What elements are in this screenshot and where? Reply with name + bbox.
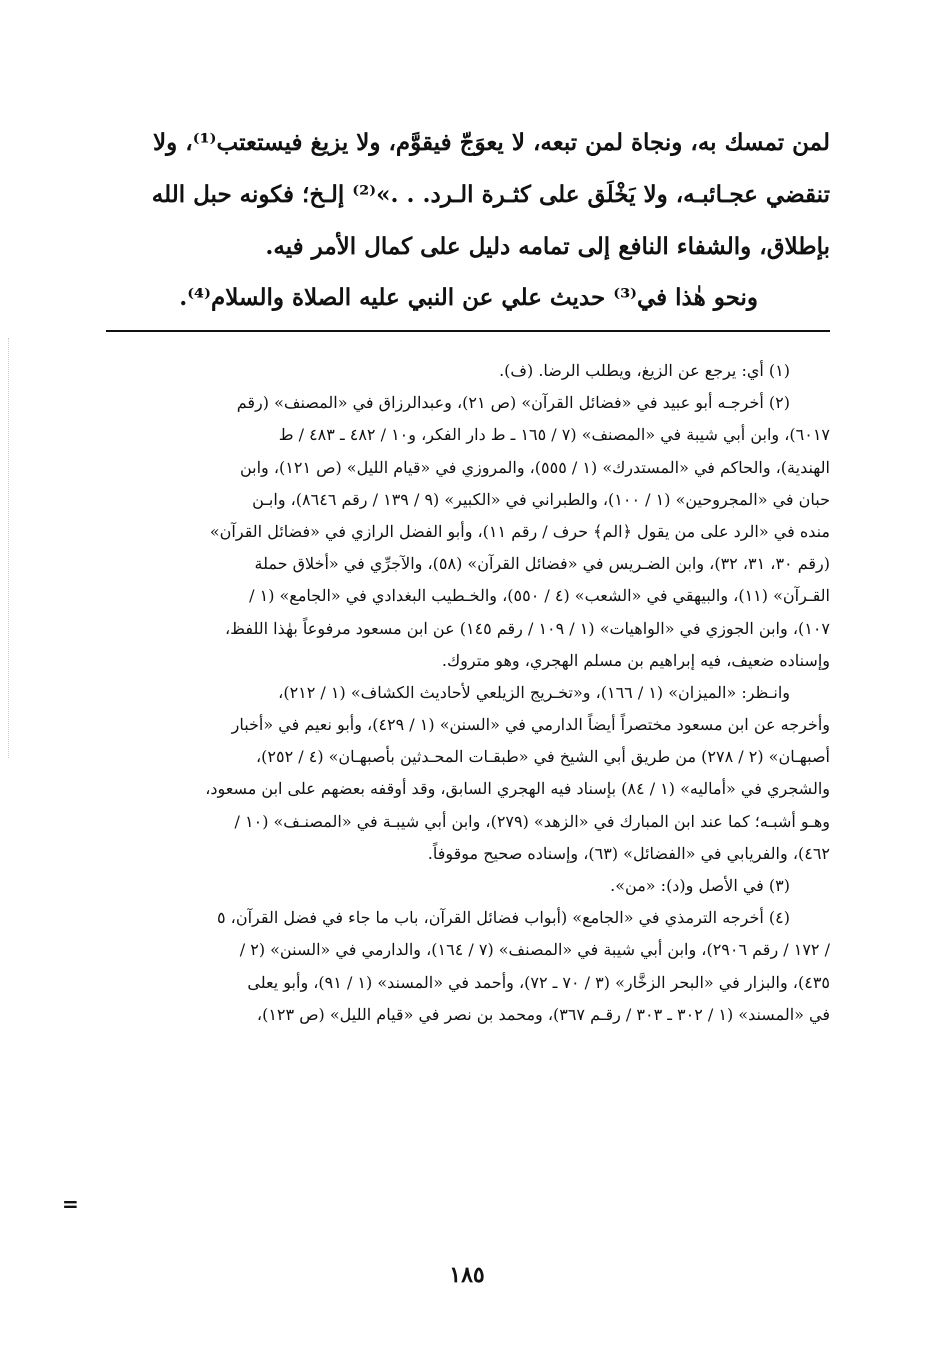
main-line: تنقضي عجـائبـه، ولا يَخْلَق على كثـرة الـرد. . .»⁽²⁾ إلـخ؛ فكونه حبل الله bbox=[151, 181, 830, 208]
footnote-line: في «المسند» (١ / ٣٠٢ ـ ٣٠٣ / رقـم ٣٦٧)، ومحمد بن نصر في «قيام الليل» (ص ١٢٣)، bbox=[256, 1004, 830, 1024]
main-line: ونحو هٰذا في⁽³⁾ حديث علي عن النبي عليه الصلاة والسلام⁽⁴⁾. bbox=[179, 284, 758, 311]
main-line: لمن تمسك به، ونجاة لمن تبعه، لا يعوَجّ فيقوَّم، ولا يزيغ فيستعتب⁽¹⁾، ولا bbox=[153, 129, 830, 156]
scan-margin-artifact bbox=[8, 338, 11, 758]
page-number: ١٨٥ bbox=[449, 1262, 485, 1288]
footnote-line: وهـو أشبـه؛ كما عند ابن المبارك في «الزهد» (٢٧٩)، وابن أبي شيبـة في «المصنـف» (١٠ / bbox=[234, 811, 830, 831]
footnote-line: الهندية)، والحاكم في «المستدرك» (١ / ٥٥٥)، والمروزي في «قيام الليل» (ص ١٢١)، وابن bbox=[239, 457, 830, 477]
footnote-line: القـرآن» (١١)، والبيهقي في «الشعب» (٤ / ٥٥٠)، والخـطيب البغدادي في «الجامع» (١ / bbox=[249, 586, 830, 606]
footnotes-section bbox=[104, 355, 830, 1031]
footnote-line: (٣) في الأصل و(د): «من». bbox=[610, 876, 790, 895]
footnote-separator bbox=[106, 330, 830, 332]
footnote-line: ١٠٧)، وابن الجوزي في «الواهيات» (١ / ١٠٩ / رقم ١٤٥) عن ابن مسعود مرفوعاً بهٰذا اللفظ، bbox=[225, 618, 830, 638]
continuation-mark: = bbox=[62, 1192, 79, 1216]
footnote-line: والشجري في «أماليه» (١ / ٨٤) بإسناد فيه الهجري السابق، وقد أوقفه بعضهم على ابن مسعود، bbox=[205, 779, 830, 799]
footnote-line: حبان في «المجروحين» (١ / ١٠٠)، والطبراني في «الكبير» (٩ / ١٣٩ / رقم ٨٦٤٦)، وابـن bbox=[252, 489, 830, 509]
footnote-line: (٢) أخرجـه أبو عبيد في «فضائل القرآن» (ص ٢١)، وعبدالرزاق في «المصنف» (رقم bbox=[236, 393, 790, 413]
main-paragraph-2 bbox=[104, 272, 830, 324]
footnote-line: أصبهـان» (٢ / ٢٧٨) من طريق أبي الشيخ في «طبقـات المحـدثين بأصبهـان» (٤ / ٢٥٢)، bbox=[255, 747, 830, 767]
footnote-line: ٤٦٢)، والفريابي في «الفضائل» (٦٣)، وإسناده صحيح موقوفاً. bbox=[427, 843, 830, 863]
footnote-line: ٤٣٥)، والبزار في «البحر الزخَّار» (٣ / ٧٠ ـ ٧٢)، وأحمد في «المسند» (١ / ٩١)، وأبو يعلى bbox=[247, 972, 830, 992]
footnote-line: / ١٧٢ / رقم ٢٩٠٦)، وابن أبي شيبة في «المصنف» (٧ / ١٦٤)، والدارمي في «السنن» (٢ / bbox=[239, 940, 830, 960]
footnote-line: (رقم ٣٠، ٣١، ٣٢)، وابن الضـريس في «فضائل القرآن» (٥٨)، والآجرِّي في «أخلاق حملة bbox=[254, 554, 830, 574]
main-paragraph-1 bbox=[104, 117, 830, 273]
footnote-line: ٦٠١٧)، وابن أبي شيبة في «المصنف» (٧ / ١٦٥ ـ ط دار الفكر، و١٠ / ٤٨٢ ـ ٤٨٣ / ط bbox=[278, 425, 830, 445]
footnote-line: وإسناده ضعيف، فيه إبراهيم بن مسلم الهجري، وهو متروك. bbox=[441, 650, 830, 670]
footnote-line: وأخرجه عن ابن مسعود مختصراً أيضاً الدارمي في «السنن» (١ / ٤٢٩)، وأبو نعيم في «أخبار bbox=[231, 715, 830, 735]
footnote-line: وانـظر: «الميزان» (١ / ١٦٦)، و«تخـريج الزيلعي لأحاديث الكشاف» (١ / ٢١٢)، bbox=[278, 682, 790, 702]
footnote-line: (٤) أخرجه الترمذي في «الجامع» (أبواب فضائل القرآن، باب ما جاء في فضل القرآن، ٥ bbox=[217, 908, 790, 928]
footnote-line: (١) أي: يرجع عن الزيغ، ويطلب الرضا. (ف). bbox=[499, 361, 790, 380]
main-line: بإطلاق، والشفاء النافع إلى تمامه دليل على كمال الأمر فيه. bbox=[265, 233, 830, 260]
footnote-line: منده في «الرد على من يقول ﴿الم﴾ حرف / رقم ١١)، وأبو الفضل الرازي في «فضائل القرآن» bbox=[209, 521, 830, 541]
